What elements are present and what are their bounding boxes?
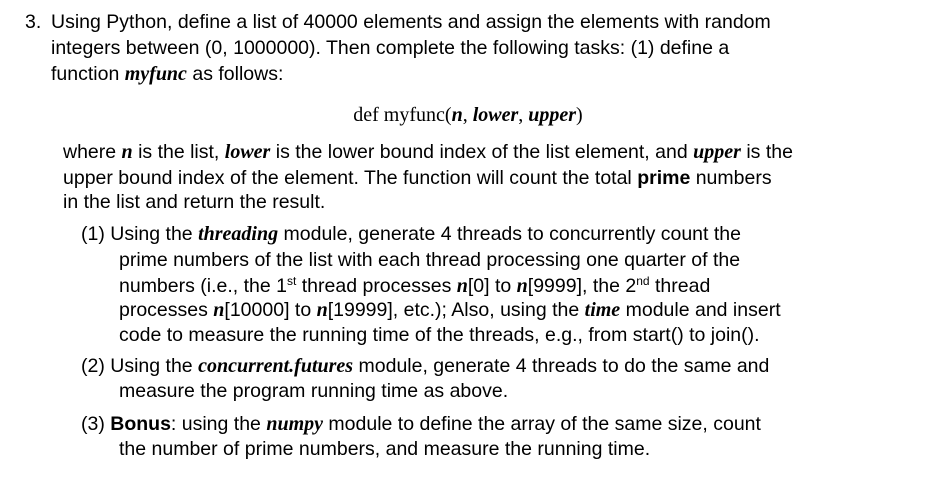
task-text: numbers (i.e., the 1: [119, 275, 287, 297]
where-text: is the: [740, 141, 793, 163]
ordinal-suffix: st: [287, 274, 297, 288]
task2-line-1: [81, 355, 769, 377]
task1-line-5: code to measure the running time of the threads, e.g., from start() to join().: [119, 324, 760, 346]
where-text: is the list,: [132, 141, 225, 163]
task1-line-3: [119, 275, 710, 297]
module-concurrent-futures: concurrent.futures: [198, 355, 354, 377]
signature-prefix: def myfunc(: [353, 104, 452, 126]
bonus-label: Bonus: [110, 413, 171, 435]
intro-line-1: Using Python, define a list of 40000 elements and assign the elements with random: [51, 11, 771, 33]
task-text: processes: [119, 299, 214, 321]
task-text: (2) Using the: [81, 355, 199, 377]
task-text: module, generate 4 threads to do the same and: [353, 355, 770, 377]
where-line-2: [63, 167, 772, 189]
task-text: : using the: [170, 413, 267, 435]
task-text: module and insert: [620, 299, 781, 321]
param-upper: upper: [528, 104, 577, 126]
task-text: module, generate 4 threads to concurrently count the: [278, 223, 741, 245]
term-n: n: [456, 275, 468, 297]
intro-line-3: [51, 63, 283, 85]
where-text: numbers: [690, 167, 772, 189]
task-text: (1) Using the: [81, 223, 199, 245]
task1-line-2: prime numbers of the list with each thread processing one quarter of the: [119, 249, 741, 271]
function-signature: [0, 104, 936, 126]
where-text: where: [63, 141, 122, 163]
ordinal-suffix: nd: [636, 274, 650, 288]
task-text: thread: [649, 275, 711, 297]
module-numpy: numpy: [266, 413, 324, 435]
term-n: n: [516, 275, 528, 297]
module-time: time: [584, 299, 621, 321]
term-n: n: [213, 299, 225, 321]
term-n: n: [316, 299, 328, 321]
question-number: 3.: [25, 11, 42, 33]
intro-line-2: integers between (0, 1000000). Then complete the following tasks: (1) define a: [51, 37, 730, 59]
task2-line-2: measure the program running time as above.: [119, 380, 509, 402]
term-lower: lower: [224, 141, 271, 163]
module-threading: threading: [198, 223, 279, 245]
task-text: [9999], the 2: [527, 275, 637, 297]
task3-line-2: the number of prime numbers, and measure the running time.: [119, 438, 651, 460]
task-text: [10000] to: [224, 299, 317, 321]
term-prime: prime: [637, 167, 691, 189]
intro-text: function: [51, 63, 125, 85]
term-n: n: [121, 141, 133, 163]
task-text: [19999], etc.); Also, using the: [327, 299, 585, 321]
function-name: myfunc: [124, 63, 187, 85]
where-line-3: in the list and return the result.: [63, 191, 326, 213]
where-text: upper bound index of the element. The function will count the total: [63, 167, 638, 189]
signature-sep: ,: [462, 104, 473, 126]
task-text: module to define the array of the same size, count: [323, 413, 761, 435]
task3-line-1: [81, 413, 761, 435]
task-text: thread processes: [296, 275, 457, 297]
task-text: [0] to: [467, 275, 517, 297]
task1-line-4: [119, 299, 781, 321]
signature-sep: ,: [518, 104, 529, 126]
signature-suffix: ): [576, 104, 583, 126]
param-n: n: [451, 104, 463, 126]
task1-line-1: [81, 223, 741, 245]
where-text: is the lower bound index of the list element, and: [270, 141, 694, 163]
intro-text: as follows:: [186, 63, 284, 85]
where-line-1: [63, 141, 793, 163]
param-lower: lower: [472, 104, 519, 126]
task-text: (3): [81, 413, 111, 435]
term-upper: upper: [693, 141, 741, 163]
